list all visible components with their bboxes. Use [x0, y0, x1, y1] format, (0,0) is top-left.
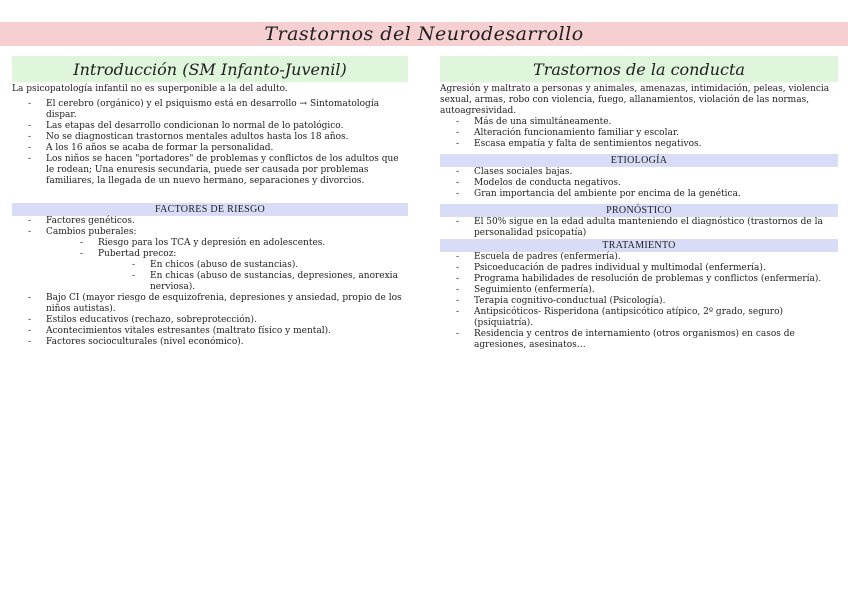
- prognosis-list: [440, 217, 838, 239]
- treatment-list: [440, 252, 838, 351]
- list-item: - Terapia cognitivo-conductual (Psicología).: [456, 296, 666, 306]
- etiology-heading: ETIOLOGÍA: [440, 154, 838, 167]
- intro-heading: Introducción (SM Infanto-Juvenil): [12, 56, 408, 82]
- list-item: - Modelos de conducta negativos.: [456, 178, 621, 188]
- list-item: - Factores socioculturales (nivel económico).: [28, 337, 244, 347]
- conduct-paragraph: Agresión y maltrato a personas y animales, amenazas, intimidación, peleas, violencia sexual, armas, robo con violencia, fuego, allanamientos, violación de las normas, autoagresividad.: [440, 84, 830, 116]
- list-item: - En chicos (abuso de sustancias).: [132, 260, 299, 270]
- list-item: - Más de una simultáneamente.: [456, 117, 612, 127]
- list-item: - Antipsicóticos- Risperidona (antipsicótico atípico, 2º grado, seguro) (psiquiatría).: [456, 307, 783, 328]
- list-item: - Riesgo para los TCA y depresión en adolescentes.: [80, 238, 326, 248]
- right-column: [440, 56, 838, 351]
- risk-factors-list: [12, 216, 408, 348]
- list-item: - A los 16 años se acaba de formar la personalidad.: [28, 143, 274, 153]
- list-item: - Factores genéticos.: [28, 216, 135, 226]
- list-item: - Escasa empatía y falta de sentimientos negativos.: [456, 139, 702, 149]
- page-title: Trastornos del Neurodesarrollo: [0, 22, 848, 46]
- list-item: - Bajo CI (mayor riesgo de esquizofrenia, depresiones y ansiedad, propio de los niños autistas).: [28, 293, 402, 314]
- list-item: - Psicoeducación de padres individual y multimodal (enfermería).: [456, 263, 766, 273]
- list-item: - Residencia y centros de internamiento (otros organismos) en casos de agresiones, asesinatos…: [456, 329, 795, 350]
- list-item: - El cerebro (orgánico) y el psiquismo está en desarrollo → Sintomatología dispar.: [28, 99, 380, 120]
- list-item: - El 50% sigue en la edad adulta manteniendo el diagnóstico (trastornos de la personalidad psicopatía): [456, 217, 823, 238]
- list-item: - Alteración funcionamiento familiar y escolar.: [456, 128, 680, 138]
- list-item: - Estilos educativos (rechazo, sobreprotección).: [28, 315, 257, 325]
- conduct-heading: Trastornos de la conducta: [440, 56, 838, 82]
- prognosis-heading: PRONÓSTICO: [440, 204, 838, 217]
- list-item: - En chicas (abuso de sustancias, depresiones, anorexia nerviosa).: [132, 271, 398, 292]
- list-item: - Programa habilidades de resolución de problemas y conflictos (enfermería).: [456, 274, 822, 284]
- intro-bullet-list: [12, 99, 408, 187]
- left-column: [12, 56, 408, 348]
- etiology-list: [440, 167, 838, 200]
- list-item: - Seguimiento (enfermería).: [456, 285, 595, 295]
- list-item: - Gran importancia del ambiente por encima de la genética.: [456, 189, 741, 199]
- treatment-heading: TRATAMIENTO: [440, 239, 838, 252]
- list-item: - Cambios puberales: - Riesgo para los TCA y depresión en adolescentes. - Pubertad precoz: - En chicos (abuso de sustancias). - En chicas (abuso de sustancias, depresiones, anorexia nerviosa).: [12, 227, 408, 293]
- list-item: - Acontecimientos vitales estresantes (maltrato físico y mental).: [28, 326, 332, 336]
- list-item: - Los niños se hacen "portadores" de problemas y conflictos de los adultos que le rodean; Una enuresis secundaria, puede ser causada por problemas familiares, la llegada de un nuevo hermano, separaciones y divorcios.: [28, 154, 399, 186]
- intro-paragraph: La psicopatología infantil no es superponible a la del adulto.: [12, 84, 288, 94]
- list-item: - Clases sociales bajas.: [456, 167, 573, 177]
- conduct-bullet-list: [440, 117, 838, 150]
- precoz-sublist: [98, 260, 408, 293]
- puberal-sublist: [46, 238, 408, 293]
- list-item: - Pubertad precoz: - En chicos (abuso de sustancias). - En chicas (abuso de sustancias, depresiones, anorexia nerviosa).: [72, 249, 408, 293]
- list-item: - No se diagnostican trastornos mentales adultos hasta los 18 años.: [28, 132, 349, 142]
- list-item: - Las etapas del desarrollo condicionan lo normal de lo patológico.: [28, 121, 344, 131]
- list-item: - Escuela de padres (enfermería).: [456, 252, 621, 262]
- risk-factors-heading: FACTORES DE RIESGO: [12, 203, 408, 216]
